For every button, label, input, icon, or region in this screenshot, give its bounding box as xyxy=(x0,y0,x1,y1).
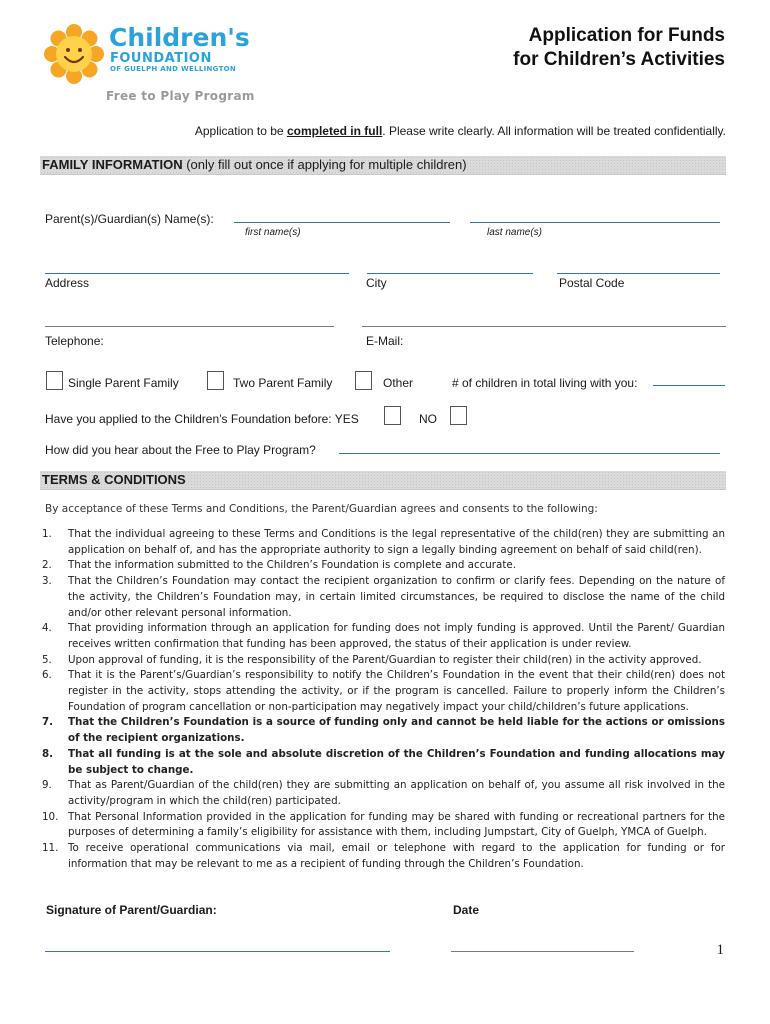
postal-code-label: Postal Code xyxy=(559,276,625,290)
terms-item-number: 5. xyxy=(42,653,52,666)
terms-item xyxy=(42,841,725,872)
address-field[interactable] xyxy=(45,273,349,274)
email-label: E-Mail: xyxy=(366,334,404,348)
intro-after: . Please write clearly. All information will be treated confidentially. xyxy=(382,124,726,138)
postal-code-field[interactable] xyxy=(557,273,720,274)
terms-item xyxy=(42,527,725,558)
terms-conditions-header xyxy=(40,471,726,490)
other-family-checkbox[interactable] xyxy=(355,371,372,390)
terms-item-text: That the Children’s Foundation may contact the recipient organization to confirm or clarify fees. Depending on the nature of the activity, the Children’s Foundation may, in certain limited circumstances, be required to disclose the name of the child and/or other relevant personal information. xyxy=(68,575,725,619)
terms-item-text: To receive operational communications via mail, email or telephone with regard to the application for funding or for information that may be relevant to me as a recipient of funding through the Children’s Foundation. xyxy=(68,842,725,870)
intro-text xyxy=(0,124,726,138)
applied-before-label: Have you applied to the Children’s Foundation before: YES xyxy=(45,412,359,426)
foundation-sun-logo-icon xyxy=(44,24,104,84)
logo-text-childrens: Children's xyxy=(109,23,250,52)
intro-emphasis: completed in full xyxy=(286,124,383,138)
first-name-caption: first name(s) xyxy=(245,227,301,238)
date-label: Date xyxy=(453,903,480,917)
telephone-field[interactable] xyxy=(45,326,334,327)
children-count-field[interactable] xyxy=(653,385,725,386)
terms-intro: By acceptance of these Terms and Conditions, the Parent/Guardian agrees and consents to the following: xyxy=(45,503,598,515)
terms-item-number: 9. xyxy=(42,779,52,792)
address-label: Address xyxy=(45,276,90,290)
page-number: 1 xyxy=(716,942,724,958)
terms-item xyxy=(42,574,725,621)
program-name: Free to Play Program xyxy=(106,89,255,103)
last-name-field[interactable] xyxy=(470,222,720,223)
heard-about-field[interactable] xyxy=(339,453,720,454)
parent-name-label: Parent(s)/Guardian(s) Name(s): xyxy=(45,212,214,226)
terms-item-number: 1. xyxy=(42,528,52,540)
terms-item xyxy=(42,668,725,715)
single-parent-checkbox[interactable] xyxy=(46,371,63,390)
title-line-1: Application for Funds xyxy=(528,25,725,46)
terms-item-number: 7. xyxy=(42,716,54,729)
terms-item-number: 10. xyxy=(42,810,59,823)
terms-item-text: That Personal Information provided in the application for funding may be shared with funding or recreational partners for the purposes of determining a family’s eligibility for assistance with them, including Jumpstart, City of Guelph, YMCA of Guelph. xyxy=(68,810,725,839)
family-information-header xyxy=(40,156,726,175)
terms-item-number: 6. xyxy=(42,669,52,682)
terms-item-number: 4. xyxy=(42,622,52,635)
title-line-2: for Children’s Activities xyxy=(513,49,725,70)
family-heading-bold: FAMILY INFORMATION xyxy=(42,157,183,172)
terms-item-text: Upon approval of funding, it is the responsibility of the Parent/Guardian to register their child(ren) in the activity approved. xyxy=(68,653,702,666)
logo-text-location: OF GUELPH AND WELLINGTON xyxy=(110,65,237,73)
telephone-label: Telephone: xyxy=(45,334,104,348)
terms-item xyxy=(42,558,725,574)
page-title xyxy=(513,24,725,72)
terms-item-number: 11. xyxy=(42,842,59,855)
terms-item-text: That the individual agreeing to these Terms and Conditions is the legal representative of the child(ren) they are submitting an application on behalf of, and has the appropriate authority to sign a legally binding agreement on behalf of said child(ren). xyxy=(68,528,725,556)
terms-item xyxy=(42,778,725,809)
applied-no-checkbox[interactable] xyxy=(450,406,467,425)
last-name-caption: last name(s) xyxy=(487,227,543,238)
applied-no-label: NO xyxy=(419,412,437,426)
terms-item-number: 3. xyxy=(42,575,52,588)
applied-yes-checkbox[interactable] xyxy=(384,406,401,425)
terms-item-text: That as Parent/Guardian of the child(ren) they are submitting an application on behalf of, you assume all risk involved in the activity/program in which the child(ren) participated. xyxy=(68,779,725,807)
terms-item-text: That all funding is at the sole and absolute discretion of the Children’s Foundation and funding allocations may be subject to change. xyxy=(68,747,725,776)
logo-text-foundation: FOUNDATION xyxy=(110,51,212,66)
two-parent-checkbox[interactable] xyxy=(207,371,224,390)
signature-label: Signature of Parent/Guardian: xyxy=(46,903,217,917)
terms-item xyxy=(42,621,725,652)
email-field[interactable] xyxy=(362,326,726,327)
terms-item-text: That the Children’s Foundation is a source of funding only and cannot be held liable for the actions or omissions of the recipient organizations. xyxy=(68,716,725,745)
terms-item-text: That the information submitted to the Children’s Foundation is complete and accurate. xyxy=(68,559,516,572)
family-heading-note: (only fill out once if applying for multiple children) xyxy=(182,157,467,172)
other-family-label: Other xyxy=(383,376,414,390)
city-label: City xyxy=(366,276,387,290)
single-parent-label: Single Parent Family xyxy=(68,376,179,390)
terms-item-text: That it is the Parent’s/Guardian’s responsibility to notify the Children’s Foundation in the event that their child(ren) does not register in the activity, stops attending the activity, or if the program is cancelled. Failure to properly inform the Children’s Foundation of program cancellation or non-participation may negatively impact your child/children’s future applications. xyxy=(68,669,725,713)
intro-before: Application to be xyxy=(194,124,287,138)
terms-item-number: 2. xyxy=(42,559,52,572)
heard-about-label: How did you hear about the Free to Play Program? xyxy=(45,443,316,457)
terms-item xyxy=(42,653,725,669)
date-field[interactable] xyxy=(451,951,634,952)
signature-field[interactable] xyxy=(45,951,390,952)
terms-item-number: 8. xyxy=(42,747,54,760)
first-name-field[interactable] xyxy=(234,222,450,223)
terms-list xyxy=(42,527,725,872)
terms-heading: TERMS & CONDITIONS xyxy=(42,472,186,487)
two-parent-label: Two Parent Family xyxy=(233,376,333,390)
terms-item xyxy=(42,810,725,841)
terms-item xyxy=(42,715,725,746)
city-field[interactable] xyxy=(367,273,533,274)
terms-item-text: That providing information through an application for funding does not imply funding is approved. Until the Parent/ Guardian receives written confirmation that funding has been approved, the status of their application is under review. xyxy=(68,622,725,650)
children-count-label: # of children in total living with you: xyxy=(452,376,638,390)
terms-item xyxy=(42,747,725,778)
